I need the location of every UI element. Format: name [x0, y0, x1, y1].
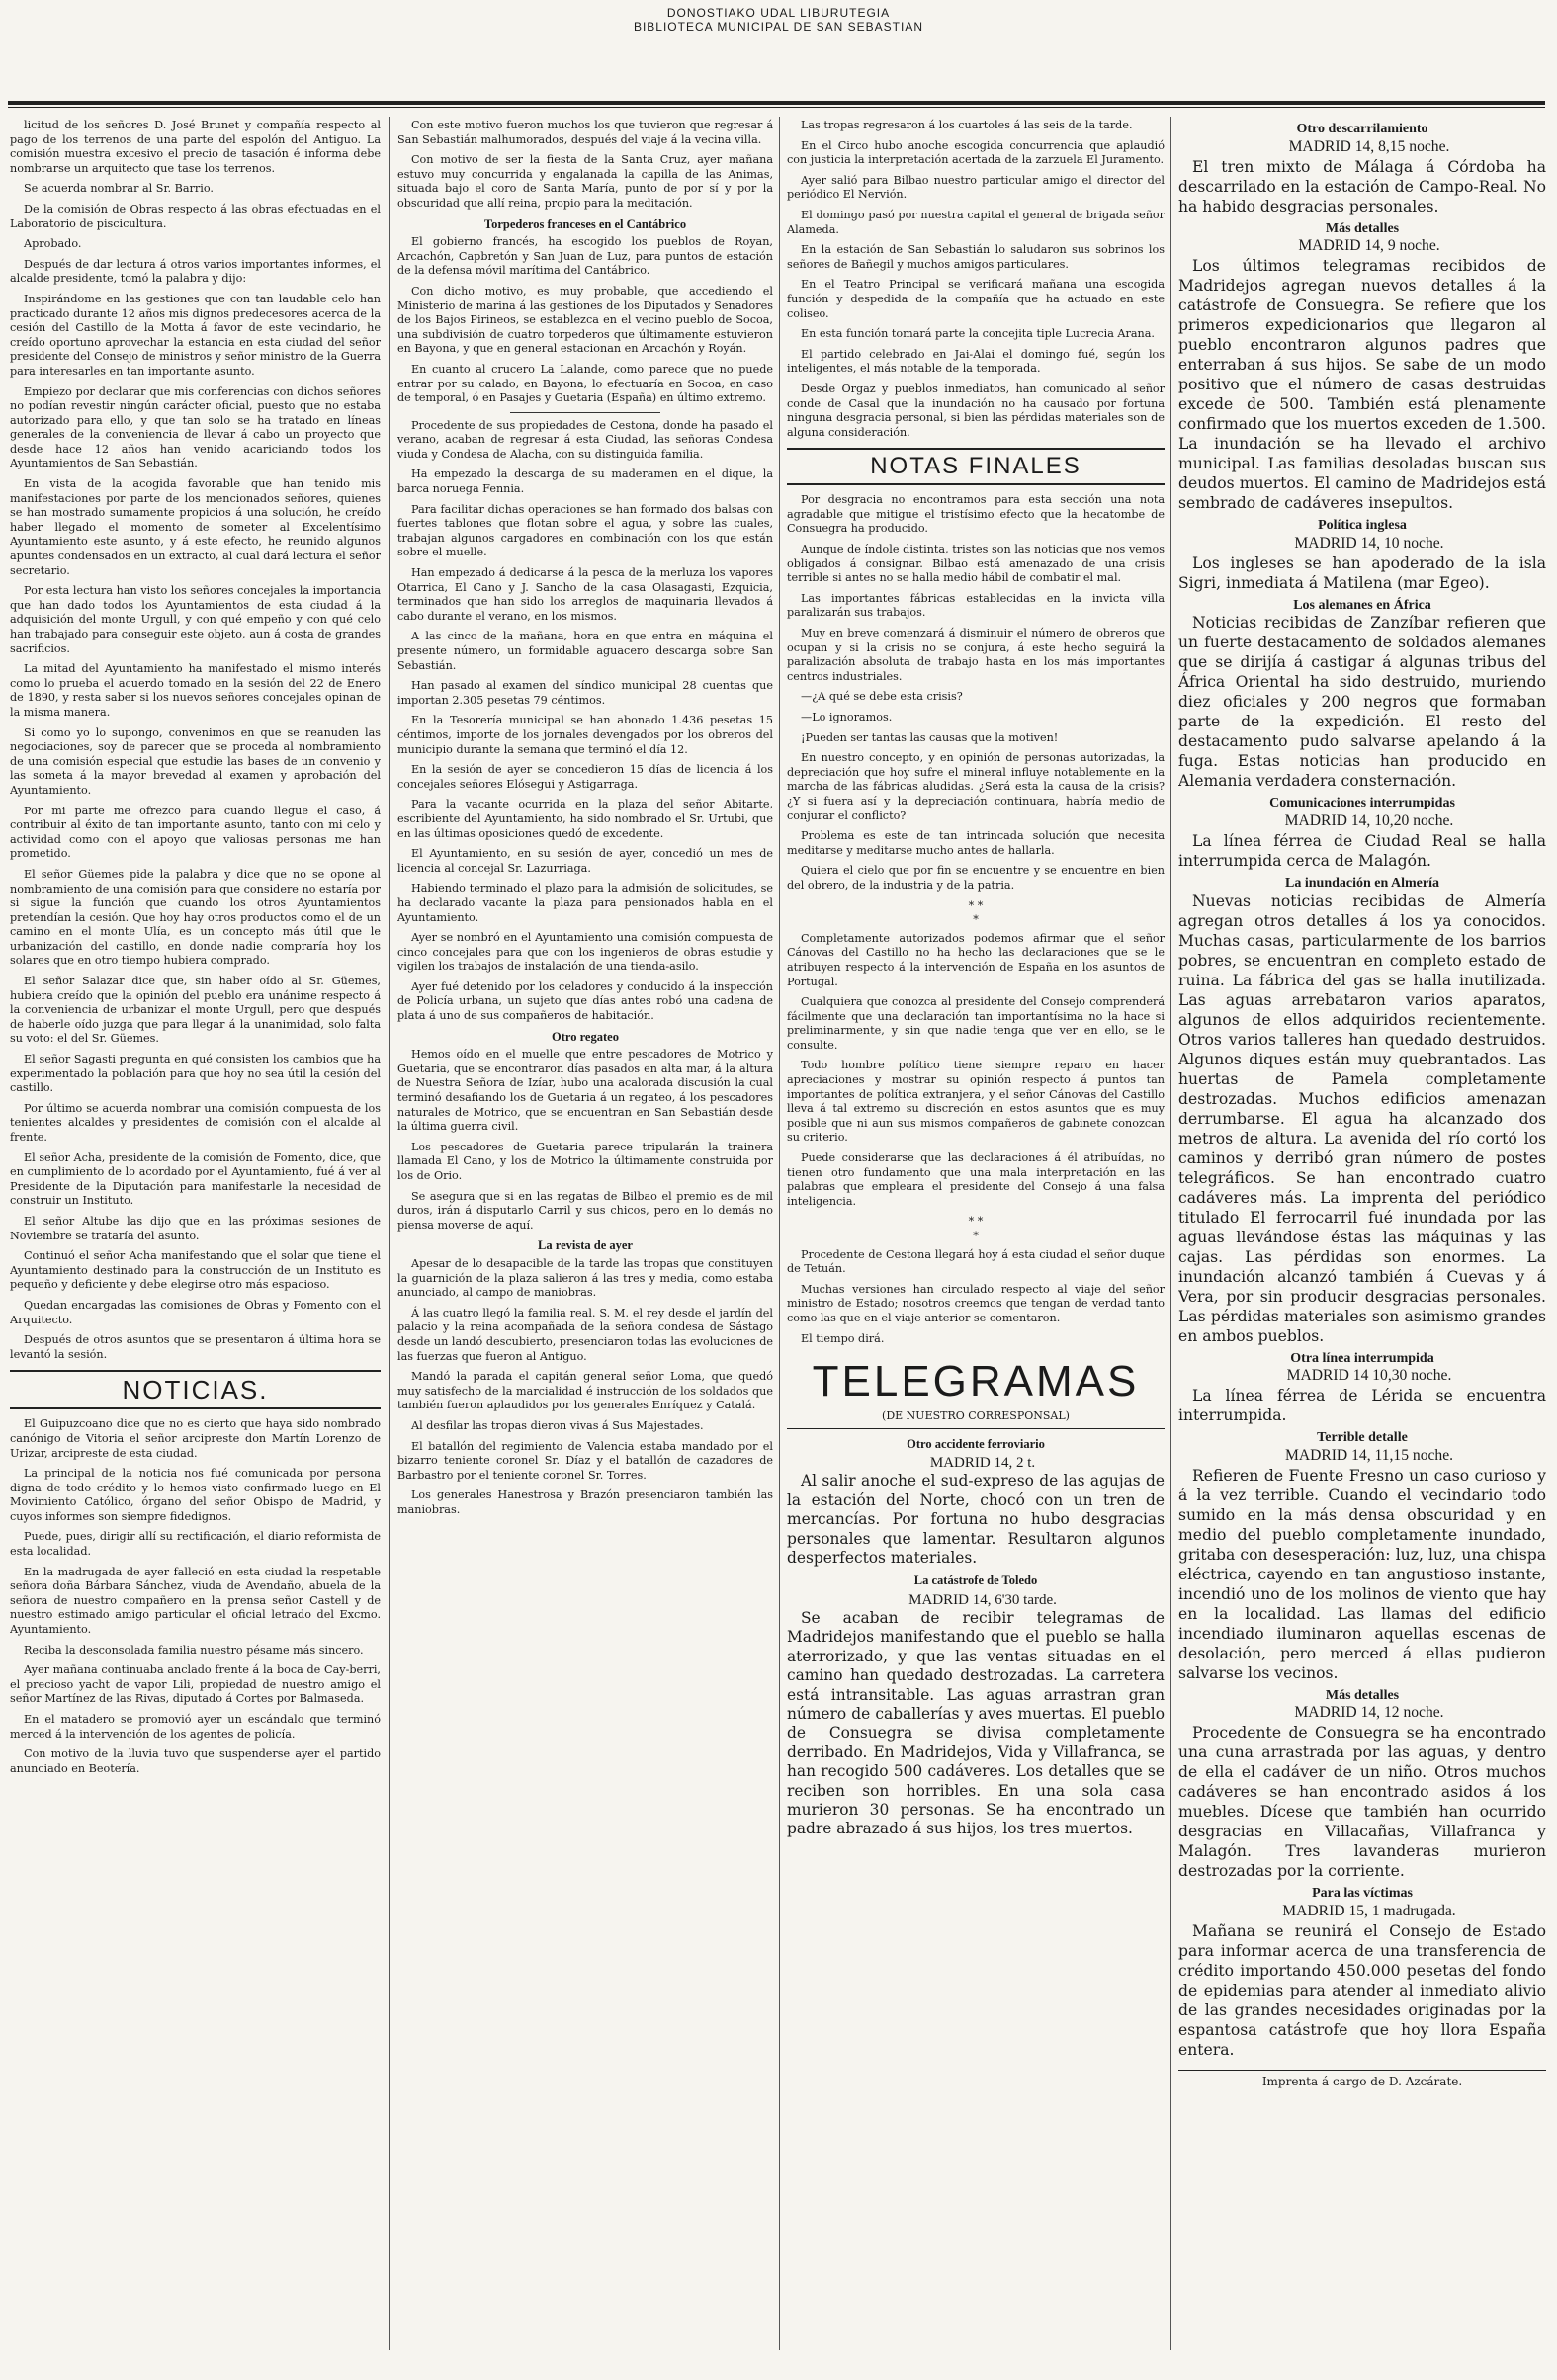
paragraph: El señor Güemes pide la palabra y dice que no se opone al nombramiento de una comisión para que considere no estaría por si sigue la función que cuando los otros Ayuntamientos pretendían la cesión. Que hoy hay otros productos como el de un camino en el monte Ulía, es un concepto más útil que le urbanización del castillo, en donde nadie compraría hoy los solares que en otro tiempo hubiera comprado. [10, 867, 381, 968]
telegram-date: MADRID 14 10,30 noche. [1286, 1367, 1452, 1385]
telegram-text: Los últimos telegramas recibidos de Madridejos agregan nuevos detalles á la catástrofe de Consuegra. Se refiere que los primeros expedicionarios que llegaron al pueblo encontraron algunos padres que enterraban á sus hijos. Se sabe de un modo positivo que el número de casas destruidas excede de 500. También está plenamente confirmado que los muertos exceden de 1.500. La inundación se ha llevado el archivo municipal. Las familias desoladas buscan sus deudos muertos. El camino de Madridejos está sembrado de cadáveres insepultos. [1178, 257, 1546, 513]
paragraph: Los generales Hanestrosa y Brazón presenciaron también las maniobras. [397, 1488, 773, 1516]
paragraph: Aprobado. [24, 237, 82, 251]
paragraph: Por mi parte me ofrezco para cuando llegue el caso, á contribuir al éxito de tan importante asunto, tanto con mi celo y actividad como con el apoyo que valiosas personas me han prometido. [10, 804, 381, 861]
paragraph: La mitad del Ayuntamiento ha manifestado el mismo interés como lo prueba el acuerdo tomado en la sesión del 22 de Enero de 1890, y resta saber si los nuevos señores concejales opinan de la misma manera. [10, 662, 381, 719]
paragraph: En la Tesorería municipal se han abonado 1.436 pesetas 15 céntimos, importe de los jornales devengados por los obreros del municipio durante la semana que terminó el día 12. [397, 714, 773, 756]
telegramas-subtitle: (DE NUESTRO CORRESPONSAL) [787, 1409, 1165, 1429]
paragraph: Puede considerarse que las declaraciones á él atribuídas, no tienen otro fundamento que una mala interpretación en las palabras que empleara el presidente del Consejo á una falsa inteligencia. [787, 1151, 1165, 1208]
library-stamp [0, 6, 1557, 34]
telegram-date: MADRID 14, 10,20 noche. [1284, 811, 1454, 829]
paragraph: Ayer se nombró en el Ayuntamiento una comisión compuesta de cinco concejales para que con los ingenieros de obras estudie y vigilen los trabajos de instalación de una tienda-asilo. [397, 931, 773, 974]
paragraph: Por desgracia no encontramos para esta sección una nota agradable que mitigue el tristísimo efecto que la hecatombe de Consuegra ha producido. [787, 493, 1165, 536]
paragraph: —¿A qué se debe esta crisis? [801, 690, 963, 704]
council-minutes [10, 119, 381, 1362]
paragraph: De la comisión de Obras respecto á las obras efectuadas en el Laboratorio de piscicultura. [10, 202, 381, 230]
library-stamp-line2: BIBLIOTECA MUNICIPAL DE SAN SEBASTIAN [633, 20, 924, 34]
regateo-heading: Otro regateo [552, 1029, 619, 1044]
paragraph: El Guipuzcoano dice que no es cierto que haya sido nombrado canónigo de Vitoria el señor arcipreste don Martín Lorenzo de Urizar, arcipreste de esta ciudad. [10, 1417, 381, 1460]
noticias-section [10, 1417, 381, 1776]
paragraph: Muchas versiones han circulado respecto al viaje del señor ministro de Estado; nosotros creemos que tengan de verdad tanto como las que en el viaje anterior se comentaron. [787, 1282, 1165, 1324]
paragraph: Las importantes fábricas establecidas en la invicta villa paralizarán sus trabajos. [787, 591, 1165, 620]
telegram-date: MADRID 14, 11,15 noche. [1284, 1446, 1454, 1464]
paragraph: El Ayuntamiento, en su sesión de ayer, concedió un mes de licencia al concejal Sr. Lazurriaga. [397, 847, 773, 875]
telegram-title: Otra línea interrumpida [1290, 1350, 1434, 1366]
top-rule [8, 101, 1545, 105]
paragraph: Con motivo de la lluvia tuvo que suspenderse ayer el partido anunciado en Beotería. [10, 1747, 381, 1775]
paragraph: En la estación de San Sebastián lo saludaron sus sobrinos los señores de Bañegil y muchos amigos particulares. [787, 243, 1165, 271]
paragraph: Puede, pues, dirigir allí su rectificación, el diario reformista de esta localidad. [10, 1530, 381, 1559]
paragraph: Completamente autorizados podemos afirmar que el señor Cánovas del Castillo no ha hecho las declaraciones que se le atribuyen respecto á la intervención de España en los asuntos de Portugal. [787, 931, 1165, 988]
paragraph: Desde Orgaz y pueblos inmediatos, han comunicado al señor conde de Casal que la inundación no ha causado por fortuna ninguna desgracia personal, si bien las pérdidas materiales son de alguna consideración. [787, 382, 1165, 439]
paragraph: Empiezo por declarar que mis conferencias con dichos señores no podían revestir ningún carácter oficial, puesto que no estaba autorizado para ello, y que tan solo se ha tratado en líneas generales de la conveniencia de llevar á cabo un proyecto que desde hace 12 años han venido acariciando todos los Ayuntamientos de San Sebastián. [10, 384, 381, 470]
paragraph: Reciba la desconsolada familia nuestro pésame más sincero. [24, 1643, 364, 1657]
telegram-date: MADRID 14, 8,15 noche. [1288, 137, 1450, 155]
paragraph: Las tropas regresaron á los cuartoles á las seis de la tarde. [801, 119, 1133, 131]
telegram-date: MADRID 15, 1 madrugada. [1282, 1902, 1456, 1919]
paragraph: Continuó el señor Acha manifestando que el solar que tiene el Ayuntamiento destinado para la construcción de un Instituto es pequeño y deficiente y debe elegirse otro más espacioso. [10, 1249, 381, 1292]
paragraph: En el Circo hubo anoche escogida concurrencia que aplaudió con justicia la interpretación acertada de la zarzuela El Juramento. [787, 138, 1165, 167]
paragraph: Procedente de sus propiedades de Cestona, donde ha pasado el verano, acaban de regresar á esta Ciudad, las señoras Condesa viuda y Condesa de Alacha, con su distinguida familia. [397, 418, 773, 461]
paragraph: Cualquiera que conozca al presidente del Consejo comprenderá fácilmente que una declaración tan importantísima no la hace si preliminarmente, y sin que nadie tenga que ver en ello, se le consulte. [787, 995, 1165, 1052]
torpederos-heading: Torpederos franceses en el Cantábrico [483, 216, 687, 231]
paragraph: Todo hombre político tiene siempre reparo en hacer apreciaciones y mostrar su opinión respecto á puntos tan importantes de política extranjera, y el señor Cánovas del Castillo lleva á tal extremo su discreción en estos asuntos que es muy posible que ni aun sus mismos compañeros de gabinete conozcan su criterio. [787, 1059, 1165, 1145]
paragraph: El tiempo dirá. [801, 1331, 885, 1345]
paragraph: Para la vacante ocurrida en la plaza del señor Abitarte, escribiente del Ayuntamiento, ha sido nombrado el Sr. Urtubi, que en las últimas oposiciones quedó de excedente. [397, 798, 773, 840]
paragraph: Ayer mañana continuaba anclado frente á la boca de Cay-berri, el precioso yacht de vapor Lili, propiedad de nuestro amigo el señor Martínez de las Rivas, diputado á Cortes por Balmaseda. [10, 1663, 381, 1706]
paragraph: La principal de la noticia nos fué comunicada por persona digna de todo crédito y lo hemos visto confirmado luego en El Movimiento Católico, órgano del señor Obispo de Madrid, y cuyos informes son siempre fidedignos. [10, 1467, 381, 1523]
telegram-title: Política inglesa [1318, 518, 1407, 534]
telegram-title: Otro accidente ferroviario [907, 1436, 1045, 1451]
top-rule-thin [8, 107, 1545, 108]
paragraph: Se asegura que si en las regatas de Bilbao el premio es de mil duros, irán á disputarlo Carril y sus chicos, pero en lo demás no piensa moverse de aquí. [397, 1189, 773, 1232]
telegram-date: MADRID 14, 12 noche. [1294, 1704, 1444, 1722]
telegram-date: MADRID 14, 10 noche. [1294, 534, 1444, 552]
paragraph: Después de otros asuntos que se presentaron á última hora se levantó la sesión. [10, 1333, 381, 1361]
notas-finales-section [787, 493, 1165, 892]
telegram-title: Más detalles [1325, 220, 1400, 236]
paragraph: ¡Pueden ser tantas las causas que la motiven! [801, 730, 1059, 744]
paragraph: Han empezado á dedicarse á la pesca de la merluza los vapores Otarrica, El Cano y J. Sancho de la casa Olasagasti, Ezquicia, terminados que han sido los arreglos de maquinaria llevados á cabo durante el verano, en los mismos. [397, 566, 773, 623]
noticias-heading: NOTICIAS. [10, 1370, 381, 1409]
telegram-text: Noticias recibidas de Zanzíbar refieren que un fuerte destacamento de soldados alemanes que se dirijía á castigar á algunas tribus del África Oriental ha sido destruido, muriendo diez oficiales y 200 negros que formaban parte de la expedición. El resto del destacamento pudo salvarse apelando á la fuga. Estas noticias han producido en Alemania verdadera consternación. [1178, 614, 1546, 791]
telegram-title: Los alemanes en África [1293, 597, 1431, 613]
regateo-article [397, 1048, 773, 1232]
paragraph: Ha empezado la descarga de su maderamen en el dique, la barca noruega Fennia. [397, 468, 773, 496]
column-divider [389, 117, 390, 2350]
asterism: * * * [968, 1215, 984, 1242]
paragraph: Problema es este de tan intrincada solución que necesita meditarse y meditarse mucho antes de hallarla. [787, 829, 1165, 857]
paragraph: licitud de los señores D. José Brunet y compañía respecto al pago de los terrenos de una parte del espolón del Antiguo. La comisión muestra excesivo el precio de tasación é informa debe nombrarse un arquitecto que tase los terrenos. [10, 119, 381, 175]
telegram-date: MADRID 14, 6'30 tarde. [908, 1591, 1057, 1608]
column-divider [1170, 117, 1171, 2350]
revista-heading: La revista de ayer [538, 1238, 633, 1253]
paragraph: Quedan encargadas las comisiones de Obras y Fomento con el Arquitecto. [10, 1298, 381, 1326]
telegram-title: Comunicaciones interrumpidas [1269, 796, 1455, 811]
separator [510, 412, 660, 413]
paragraph: Procedente de Cestona llegará hoy á esta ciudad el señor duque de Tetuán. [787, 1247, 1165, 1276]
paragraph: Muy en breve comenzará á disminuir el número de obreros que ocupan y si la crisis no se conjura, á este hecho seguirá la paralización absoluta de trabajo hasta en los más importantes centros industriales. [787, 627, 1165, 683]
local-news-2 [397, 419, 773, 1024]
telegram-title: La catástrofe de Toledo [913, 1573, 1038, 1588]
telegram-text: Los ingleses se han apoderado de la isla Sigri, inmediata á Matilena (mar Egeo). [1178, 553, 1546, 592]
telegram-text: El tren mixto de Málaga á Córdoba ha descarrilado en la estación de Campo-Real. No ha habido desgracias personales. [1178, 157, 1546, 215]
revista-article [397, 1257, 773, 1518]
paragraph: Mandó la parada el capitán general señor Loma, que quedó muy satisfecho de la marcialidad é instrucción de los soldados que también fueron aplaudidos por los generales Enríquez y Catalá. [397, 1370, 773, 1412]
paragraph: Habiendo terminado el plazo para la admisión de solicitudes, se ha declarado vacante la plaza para pensionados habla en el Ayuntamiento. [397, 882, 773, 924]
paragraph: Se acuerda nombrar al Sr. Barrio. [24, 182, 214, 196]
notas-finales-heading: NOTAS FINALES [787, 448, 1165, 485]
column-3 [787, 119, 1165, 2352]
paragraph: Si como yo lo supongo, convenimos en que se reanuden las negociaciones, soy de parecer que se proceda al nombramiento de una comisión especial que estudie las bases de un convenio y las someta á la mayor brevedad al examen y aprobación del Ayuntamiento. [10, 725, 381, 797]
telegram-title: La inundación en Almería [1285, 875, 1439, 891]
paragraph: El señor Salazar dice que, sin haber oído al Sr. Güemes, hubiera creído que la opinión del pueblo era unánime respecto á la conveniencia de urbanizar el monte Urgull, pero que después de haberle oído juzga que para llegar á la unanimidad, solo falta su voto: el del Sr. Güemes. [10, 975, 381, 1046]
paragraph: Á las cuatro llegó la familia real. S. M. el rey desde el jardín del palacio y la reina acompañada de la señora condesa de Sástago desde un landó descubierto, presenciaron todas las evoluciones de las fuerzas que fueron al Antiguo. [397, 1306, 773, 1363]
telegram-text: Mañana se reunirá el Consejo de Estado para informar acerca de una transferencia de crédito importando 450.000 pesetas del fondo de epidemias para atender al inmediato alivio de las grandes necesidades originadas por la espantosa catástrofe que hoy llora España entera. [1178, 1921, 1546, 2059]
paragraph: En vista de la acogida favorable que han tenido mis manifestaciones por parte de los mencionados señores, quienes se han mostrado sumamente propicios á una solución, he creído haber llegado el momento de someter al Excelentísimo Ayuntamiento este asunto, y á este efecto, he reunido algunos apuntes condensados en un extracto, al cual dará lectura el señor secretario. [10, 477, 381, 577]
paragraph: Hemos oído en el muelle que entre pescadores de Motrico y Guetaria, que se encontraron días pasados en alta mar, á la altura de Nuestra Señora de Izíar, hubo una acalorada discusión la cual terminó desafiando los de Guetaria á un regateo, á los pescadores naturales de Motrico, que se encuentran en San Sebastián desde la última guerra civil. [397, 1048, 773, 1134]
local-news [397, 119, 773, 212]
paragraph: Quiera el cielo que por fin se encuentre y se encuentre en bien del obrero, de la industria y de la patria. [787, 864, 1165, 892]
paragraph: En esta función tomará parte la concejita tiple Lucrecia Arana. [801, 327, 1155, 341]
paragraph: Con dicho motivo, es muy probable, que accediendo el Ministerio de marina á las gestiones de los Diputados y Senadores de los Bajos Pirineos, se establezca en el vecino pueblo de Socoa, una subdivisión de cuatro torpederos que últimamente estuvieron en Bayona, y que en general estacionan en Arcachón y Royán. [397, 284, 773, 356]
telegram-date: MADRID 14, 2 t. [929, 1455, 1036, 1472]
paragraph: El domingo pasó por nuestra capital el general de brigada señor Alameda. [787, 208, 1165, 236]
imprint: Imprenta á cargo de D. Azcárate. [1178, 2070, 1546, 2089]
paragraph: Aunque de índole distinta, tristes son las noticias que nos vemos obligados á consignar. Bilbao está amenazado de una crisis terrible si antes no se halla medio hábil de combatir el mal. [787, 543, 1165, 585]
notas-finales-section-2 [787, 932, 1165, 1210]
paragraph: El señor Acha, presidente de la comisión de Fomento, dice, que en cumplimiento de lo acordado por el Ayuntamiento, fué á ver al Presidente de la Diputación para manifestarle la necesidad de construir un Instituto. [10, 1150, 381, 1208]
paragraph: El batallón del regimiento de Valencia estaba mandado por el bizarro teniente coronel Sr. Díaz y el batallón de cazadores de Barbastro por el teniente coronel Sr. Torres. [397, 1439, 773, 1482]
paragraph: Ayer salió para Bilbao nuestro particular amigo el director del periódico El Nervión. [787, 173, 1165, 202]
paragraph: El señor Sagasti pregunta en qué consisten los cambios que ha experimentado la población para que hoy no sea útil la cesión del castillo. [10, 1053, 381, 1095]
torpederos-article [397, 235, 773, 406]
paragraph: Ayer fué detenido por los celadores y conducido á la inspección de Policía urbana, un sujeto que días antes robó una cadena de plata á uno de sus compañeros de habitación. [397, 979, 773, 1023]
paragraph: Apesar de lo desapacible de la tarde las tropas que constituyen la guarnición de la plaza salieron á las tres y media, como estaba anunciado, al campo de maniobras. [397, 1256, 773, 1300]
paragraph: En nuestro concepto, y en opinión de personas autorizadas, la depreciación que hoy sufre el mineral influye notablemente en la marcha de las fábricas aludidas. ¿Será esta la causa de la crisis? ¿Y si fuera así y la depreciación continuara, habría medio de conjurar el conflicto? [787, 751, 1165, 822]
telegramas-heading: TELEGRAMAS [812, 1357, 1140, 1406]
telegram-title: Para las víctimas [1312, 1886, 1413, 1902]
paragraph: En el Teatro Principal se verificará mañana una escogida función y despedida de la compañía que ha actuado en este coliseo. [787, 278, 1165, 320]
paragraph: Con motivo de ser la fiesta de la Santa Cruz, ayer mañana estuvo muy concurrida y engalanada la capilla de las Animas, situada bajo el coro de Santa María, punto de por sí y por la obscuridad que allí reina, propio para la meditación. [397, 153, 773, 210]
telegram-text: Refieren de Fuente Fresno un caso curioso y á la vez terrible. Cuando el vecindario todo sumido en la más densa obscuridad y en medio del pueblo completamente inundado, gritaba con desesperación: luz, luz, una chispa eléctrica, cayendo en tan angustioso instante, incendió uno de los molinos de viento que hay en la localidad. Las llamas del edificio incendiado iluminaron aquellas escenas de desolación, pero merced á ellas pudieron salvarse los vecinos. [1178, 1466, 1546, 1682]
paragraph: El gobierno francés, ha escogido los pueblos de Royan, Arcachón, Capbretón y San Juan de Luz, para puntos de estación de la defensa móvil marítima del Cantábrico. [397, 235, 773, 278]
paragraph: En cuanto al crucero La Lalande, como parece que no puede entrar por su calado, en Bayona, lo efectuaría en Socoa, en caso de temporal, ó en Pasajes y Guetaria (España) en último extremo. [397, 362, 773, 405]
telegram-text: Nuevas noticias recibidas de Almería agregan otros detalles á los ya conocidos. Muchas casas, particularmente de los barrios pobres, se encuentran en completo estado de ruina. La fábrica del gas se halla inutilizada. Las aguas arrebataron varios aparatos, algunos de ellos adquiridos recientemente. Otros varios talleres han quedado destruidos. Algunos diques están muy quebrantados. Las huertas de Pamela completamente destrozadas. Muchos edificios amenazan derrumbarse. El agua ha alcanzado dos metros de altura. La avenida del río cortó los caminos y derribó gran número de postes telegráficos. Se han encontrado cuatro cadáveres más. La imprenta del periódico titulado El ferrocarril fué inundada por las aguas llevándose éstas las máquinas y las cajas. Las pérdidas son enormes. La inundación alcanzó también á Cuevas y á Vera, por sin producir desgracias personales. Las pérdidas materiales son asimismo grandes en ambos pueblos. [1178, 892, 1546, 1345]
telegram-text: Al salir anoche el sud-expreso de las agujas de la estación del Norte, chocó con un tren de mercancías. Por fortuna no hubo desgracias personales que lamentar. Resultaron algunos desperfectos materiales. [787, 1472, 1165, 1567]
paragraph: En el matadero se promovió ayer un escándalo que terminó merced á la intervención de los agentes de policía. [10, 1713, 381, 1741]
telegram-text: Procedente de Consuegra se ha encontrado una cuna arrastrada por las aguas, y dentro de ella el cadáver de un niño. Otros muchos cadáveres se han encontrado asidos á los muebles. Dícese que también han ocurrido desgracias en Villacañas, Villafranca y Malagón. Tres lavanderas murieron destrozadas por la corriente. [1178, 1724, 1546, 1881]
column-4 [1178, 119, 1546, 2352]
paragraph: Después de dar lectura á otros varios importantes informes, el alcalde presidente, tomó la palabra y dijo: [10, 257, 381, 286]
paragraph: Por último se acuerda nombrar una comisión compuesta de los tenientes alcaldes y presidentes de comisión con el alcalde al frente. [10, 1101, 381, 1144]
paragraph: Al desfilar las tropas dieron vivas á Sus Majestades. [411, 1418, 704, 1432]
paragraph: Con este motivo fueron muchos los que tuvieron que regresar á San Sebastián malhumorados, después del viaje á la vecina villa. [397, 119, 773, 146]
notas-finales-section-3 [787, 1248, 1165, 1347]
telegram-list [1178, 123, 1546, 2060]
paragraph: Los pescadores de Guetaria parece tripularán la trainera llamada El Cano, y los de Motrico la últimamente construida por los de Orio. [397, 1140, 773, 1182]
telegram-title: Otro descarrilamiento [1296, 122, 1428, 136]
telegram-date: MADRID 14, 9 noche. [1298, 237, 1440, 255]
telegram-text: La línea férrea de Lérida se encuentra interrumpida. [1178, 1387, 1546, 1425]
paragraph: Por esta lectura han visto los señores concejales la importancia que han dado todos los Ayuntamientos de esta ciudad á la adquisición del monte Urgull, y con qué empeño y con qué celo han trabajado para conseguir este objeto, aun á costa de grandes sacrificios. [10, 584, 381, 655]
telegram-title: Terrible detalle [1317, 1430, 1408, 1446]
local-news-3 [787, 119, 1165, 440]
paragraph: En la madrugada de ayer falleció en esta ciudad la respetable señora doña Bárbara Sánchez, viuda de Avendaño, abuela de la señora de nuestro compañero en la prensa señor Castell y de nuestro estimado amigo particular el oficial letrado del Excmo. Ayuntamiento. [10, 1565, 381, 1637]
paragraph: Para facilitar dichas operaciones se han formado dos balsas con fuertes tablones que flotan sobre el agua, y sobre las cuales, trabajan algunos cargadores en combinación con los que están sobre el muelle. [397, 502, 773, 559]
paragraph: —Lo ignoramos. [801, 711, 893, 723]
column-1 [10, 119, 381, 2352]
paragraph: El partido celebrado en Jai-Alai el domingo fué, según los inteligentes, el más notable de la temporada. [787, 347, 1165, 376]
paragraph: Han pasado al examen del síndico municipal 28 cuentas que importan 2.305 pesetas 79 céntimos. [397, 679, 773, 707]
telegram-text: Se acaban de recibir telegramas de Madridejos manifestando que el pueblo se halla aterrorizado, y que las ventas situadas en el camino han quedado destrozadas. La carretera está intransitable. Las aguas arrastran gran número de caballerías y aves muertas. El pueblo de Consuegra se divisa completamente derribado. En Madridejos, Vida y Villafranca, se han recogido 500 cadáveres. Los detalles que se reciben son horribles. En una sola casa murieron 30 personas. Se ha encontrado un padre abrazado á sus hijos, los tres muertos. [787, 1608, 1165, 1838]
telegram-title: Más detalles [1325, 1687, 1400, 1703]
paragraph: A las cinco de la mañana, hora en que entra en máquina el presente número, un formidable aguacero descarga sobre San Sebastián. [397, 630, 773, 672]
column-2 [397, 119, 773, 2352]
telegram-text: La línea férrea de Ciudad Real se halla interrumpida cerca de Malagón. [1178, 831, 1546, 870]
library-stamp-line1: DONOSTIAKO UDAL LIBURUTEGIA [666, 6, 891, 20]
column-divider [779, 117, 780, 2350]
paragraph: Inspirándome en las gestiones que con tan laudable celo han practicado durante 12 años mis dignos predecesores acerca de la cesión del Castillo de la Motta á favor de este vecindario, he creído oportuno aprovechar la estancia en esta ciudad del señor presidente del Consejo de ministros y señor ministro de la Guerra para interesarles en tan importante asunto. [10, 292, 381, 378]
paragraph: El señor Altube las dijo que en las próximas sesiones de Noviembre se trataría del asunto. [10, 1214, 381, 1242]
asterism: * * * [968, 898, 984, 927]
paragraph: En la sesión de ayer se concedieron 15 días de licencia á los concejales señores Elósegui y Astigarraga. [397, 763, 773, 791]
